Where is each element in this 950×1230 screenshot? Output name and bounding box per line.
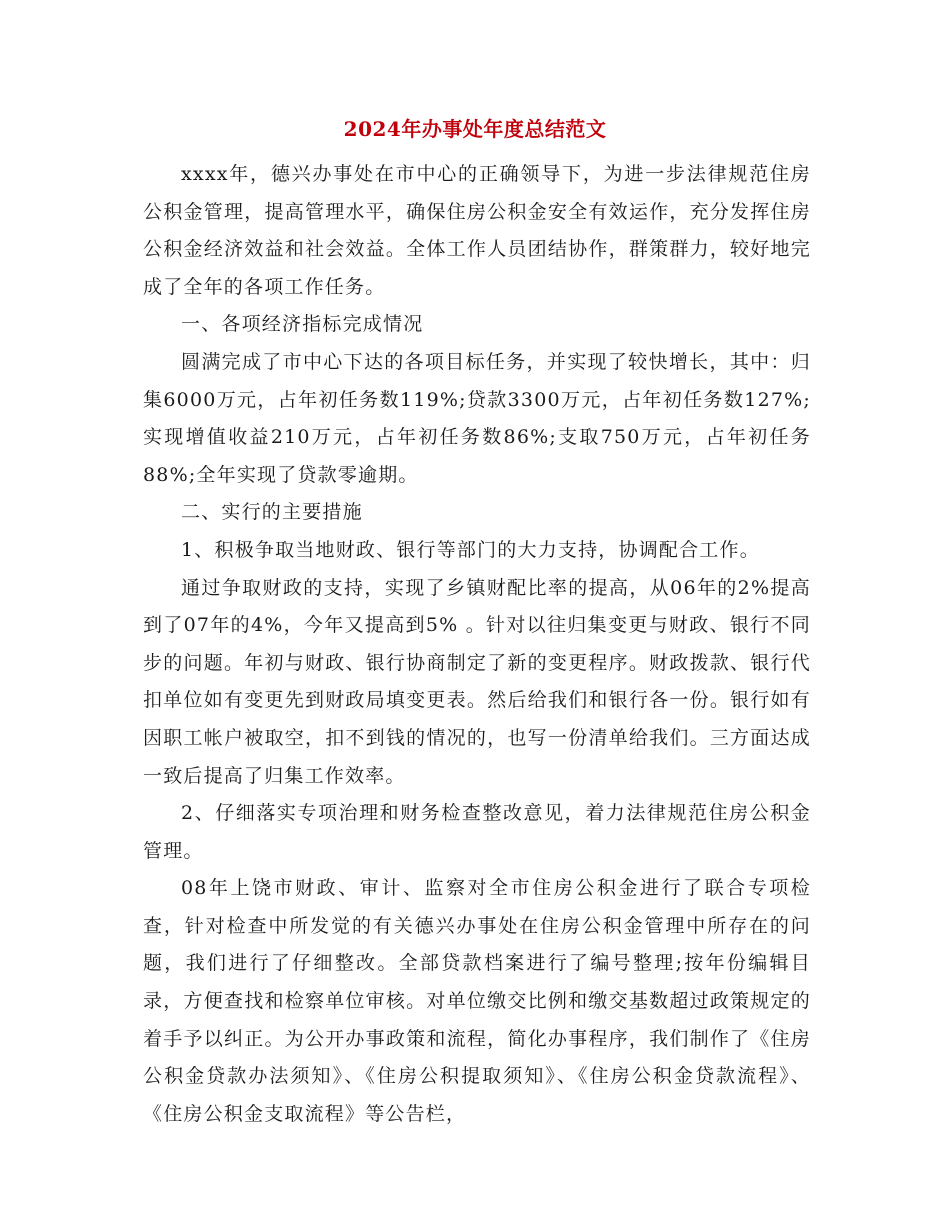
document-title: 2024年办事处年度总结范文	[343, 117, 607, 141]
finance-support-paragraph: 通过争取财政的支持，实现了乡镇财配比率的提高，从06年的2%提高到了07年的4%，今年又提高到5% 。针对以往归集变更与财政、银行不同步的问题。年初与财政、银行协商制定了新的变更程序。财政拨款、银行代扣单位如有变更先到财政局填变更表。然后给我们和银行各一份。银行如有因职工帐户被取空，扣不到钱的情况的，也写一份清单给我们。三方面达成一致后提高了归集工作效率。	[143, 576, 811, 787]
indicators-paragraph: 圆满完成了市中心下达的各项目标任务，并实现了较快增长，其中：归集6000万元，占年初任务数119%;贷款3300万元，占年初任务数127%;实现增值收益210万元，占年初任务数86%;支取750万元，占年初任务88%;全年实现了贷款零逾期。	[143, 350, 811, 486]
intro-paragraph: xxxx年，德兴办事处在市中心的正确领导下，为进一步法律规范住房公积金管理，提高管理水平，确保住房公积金安全有效运作，充分发挥住房公积金经济效益和社会效益。全体工作人员团结协作，群策群力，较好地完成了全年的各项工作任务。	[143, 163, 811, 298]
measure-heading-2: 2、仔细落实专项治理和财务检查整改意见，着力法律规范住房公积金管理。	[143, 802, 811, 862]
section-heading-2: 二、实行的主要措施	[181, 501, 363, 524]
document-body	[143, 156, 811, 1133]
section-heading-1: 一、各项经济指标完成情况	[181, 313, 424, 336]
measure-heading-1: 1、积极争取当地财政、银行等部门的大力支持，协调配合工作。	[181, 538, 760, 561]
inspection-paragraph: 08年上饶市财政、审计、监察对全市住房公积金进行了联合专项检查，针对检查中所发觉的有关德兴办事处在住房公积金管理中所存在的问题，我们进行了仔细整改。全部贷款档案进行了编号整理;按年份编辑目录，方便查找和检察单位审核。对单位缴交比例和缴交基数超过政策规定的着手予以纠正。为公开办事政策和流程，简化办事程序，我们制作了《住房公积金贷款办法须知》、《住房公积提取须知》、《住房公积金贷款流程》、《住房公积金支取流程》等公告栏，	[143, 877, 811, 1125]
